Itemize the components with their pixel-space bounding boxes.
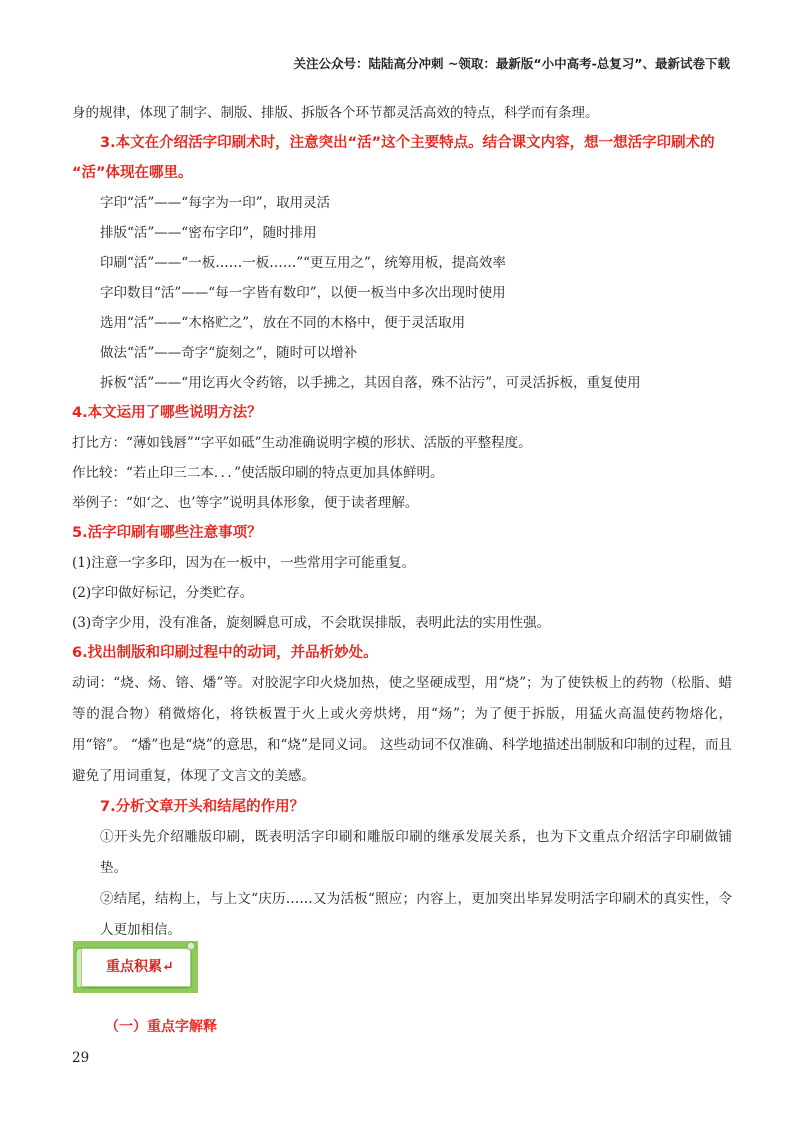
question-heading: 3.本文在介绍活字印刷术时，注意突出“活”这个主要特点。结合课文内容，想一想活字印刷术的 (100, 135, 715, 151)
list-item: 做法“活”——奇字“旋刻之”，随时可以增补 (100, 345, 358, 361)
question-heading: 6.找出制版和印刷过程中的动词，并品析妙处。 (72, 645, 378, 661)
list-item: 印刷“活”——“一板……一板……”“更互用之”，统筹用板，提高效率 (100, 255, 506, 271)
question-heading: 5.活字印刷有哪些注意事项？ (72, 525, 262, 541)
page-header: 关注公众号：陆陆高分冲刺 ~领取：最新版“小中高考-总复习”、最新试卷下载 (293, 56, 730, 71)
list-item: 作比较：“若止印三二本．．．”使活版印刷的特点更加具体鲜明。 (72, 465, 444, 481)
question-heading-cont: “活”体现在哪里。 (72, 165, 193, 181)
list-item: 字印“活”——“每字为一印”，取用灵活 (100, 195, 331, 211)
banner-label: 重点积累↵ (106, 959, 174, 975)
paragraph-verbs: 动词：“烧、炀、镕、燔”等。对胶泥字印火烧加热，使之坚硬成型，用“烧”；为了使铁板上的药物（松脂、蜡等的混合物）稍微熔化，将铁板置于火上或火旁烘烤，用“炀”；为了便于拆版，用猛火高温使药物熔化，用“镕”。 “燔”也是“烧”的意思，和“烧”是同义词。 这些动词不仅准确、科学地描述出制版和印制的过程，而且避免了用词重复，体现了文言文的美感。 (72, 675, 732, 784)
question-heading: 7.分析文章开头和结尾的作用？ (100, 799, 305, 815)
question-heading: 4.本文运用了哪些说明方法？ (72, 405, 262, 421)
list-item: 举例子：“如‘之、也’等字”说明具体形象，便于读者理解。 (72, 495, 419, 511)
list-item: 打比方：“薄如钱唇”“字平如砥”生动准确说明字模的形状、活版的平整程度。 (72, 435, 532, 451)
paragraph-opening: ①开头先介绍雕版印刷，既表明活字印刷和雕版印刷的继承发展关系，也为下文重点介绍活字印刷做铺垫。 (100, 829, 732, 876)
list-item: 拆板“活”——“用讫再火令药镕，以手拂之，其因自落，殊不沾污”，可灵活拆板，重复使用 (100, 375, 641, 391)
list-item: (1)注意一字多印，因为在一板中，一些常用字可能重复。 (72, 555, 416, 571)
list-item: (3)奇字少用，没有准备，旋刻瞬息可成，不会耽误排版，表明此法的实用性强。 (72, 615, 551, 631)
page-number: 29 (72, 1050, 90, 1066)
text-line: 身的规律，体现了制字、制版、排版、拆版各个环节都灵活高效的特点，科学而有条理。 (72, 105, 599, 121)
list-item: (2)字印做好标记，分类贮存。 (72, 585, 254, 601)
list-item: 排版“活”——“密布字印”，随时排用 (100, 225, 317, 241)
section-subheading: （一）重点字解释 (105, 1019, 217, 1035)
list-item: 字印数目“活”——“每一字皆有数印”，以便一板当中多次出现时使用 (100, 285, 506, 301)
section-banner (72, 940, 199, 994)
paragraph-closing: ②结尾，结构上，与上文“庆历……又为活板“照应；内容上，更加突出毕昇发明活字印刷术的真实性，令人更加相信。 (100, 891, 732, 938)
main-content (72, 98, 732, 946)
list-item: 选用“活”——“木格贮之”，放在不同的木格中，便于灵活取用 (100, 315, 466, 331)
